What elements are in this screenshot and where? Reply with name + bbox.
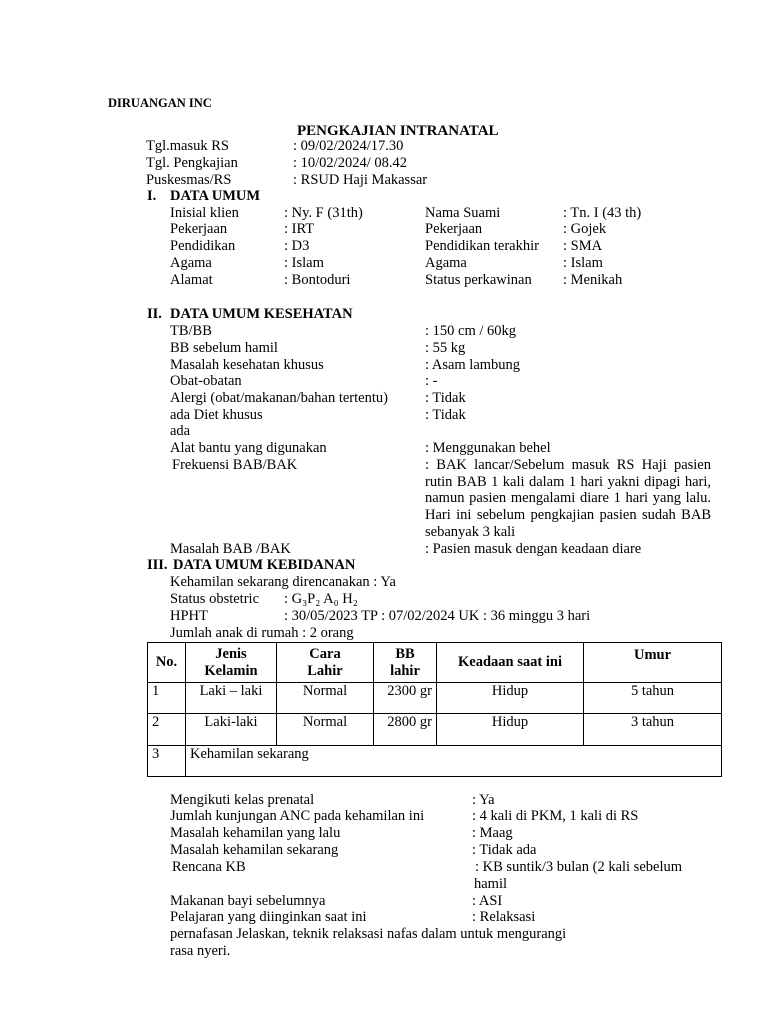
field-value-cont: pernafasan Jelaskan, teknik relaksasi nafas dalam untuk mengurangi xyxy=(170,926,567,942)
field-label: Inisial klien xyxy=(170,205,239,221)
header-text: Kelamin xyxy=(204,662,258,679)
field-value: : Menggunakan behel xyxy=(425,440,551,456)
header-value: : 09/02/2024/17.30 xyxy=(293,138,404,154)
field-label: Pekerjaan xyxy=(425,221,483,237)
header-value: : RSUD Haji Makassar xyxy=(293,172,428,188)
field-line: Kehamilan sekarang direncanakan : Ya xyxy=(170,574,396,590)
field-value: : Relaksasi xyxy=(472,909,536,925)
cell-jenis: Laki – laki xyxy=(186,683,277,714)
field-label: BB sebelum hamil xyxy=(170,340,278,356)
field-label: Rencana KB xyxy=(172,859,246,875)
section-number: III. xyxy=(147,557,168,573)
table-row xyxy=(148,746,722,777)
field-value: : Islam xyxy=(284,255,324,271)
field-label: Masalah BAB /BAK xyxy=(170,541,291,557)
cell-no: 2 xyxy=(148,714,186,746)
field-value: : Tidak xyxy=(425,390,466,406)
cell-jenis: Laki-laki xyxy=(186,714,277,746)
header-bb-lahir xyxy=(374,643,437,683)
field-value: : ASI xyxy=(472,893,503,909)
cell-cara: Normal xyxy=(277,683,374,714)
document-title: PENGKAJIAN INTRANATAL xyxy=(297,123,499,139)
cell-umur: 5 tahun xyxy=(584,683,722,714)
header-keadaan: Keadaan saat ini xyxy=(437,643,584,683)
field-value: : 4 kali di PKM, 1 kali di RS xyxy=(472,808,639,824)
field-label: Agama xyxy=(425,255,467,271)
field-value: : Maag xyxy=(472,825,513,841)
field-line: Jumlah anak di rumah : 2 orang xyxy=(170,625,354,641)
field-value: : Bontoduri xyxy=(284,272,351,288)
field-value: : D3 xyxy=(284,238,310,254)
header-label: Puskesmas/RS xyxy=(146,172,232,188)
field-label: Mengikuti kelas prenatal xyxy=(170,792,315,808)
section-title: DATA UMUM KEBIDANAN xyxy=(173,557,356,573)
header-text: lahir xyxy=(390,662,420,679)
field-label: Alamat xyxy=(170,272,213,288)
field-value: : Asam lambung xyxy=(425,357,521,373)
header-text: BB xyxy=(395,645,415,662)
field-label: Status perkawinan xyxy=(425,272,532,288)
location-label: DIRUANGAN INC xyxy=(108,96,212,110)
cell-kehamilan-sekarang: Kehamilan sekarang xyxy=(186,746,722,777)
field-label: TB/BB xyxy=(170,323,212,339)
cell-no: 3 xyxy=(148,746,186,777)
header-jenis-kelamin xyxy=(186,643,277,683)
header-text: Jenis xyxy=(215,645,247,662)
field-label: Alat bantu yang digunakan xyxy=(170,440,327,456)
cell-no: 1 xyxy=(148,683,186,714)
header-umur: Umur xyxy=(584,643,722,683)
field-value: : Tn. I (43 th) xyxy=(563,205,642,221)
field-label: Alergi (obat/makanan/bahan tertentu) xyxy=(170,390,388,406)
section-title: DATA UMUM KESEHATAN xyxy=(170,306,353,322)
table-row xyxy=(148,683,722,714)
header-no: No. xyxy=(148,643,186,683)
field-value: : Menikah xyxy=(563,272,623,288)
field-label: Obat-obatan xyxy=(170,373,242,389)
section-title: DATA UMUM xyxy=(170,188,261,204)
cell-bb: 2300 gr xyxy=(374,683,437,714)
field-value: : IRT xyxy=(284,221,315,237)
field-label: Agama xyxy=(170,255,212,271)
cell-keadaan: Hidup xyxy=(437,683,584,714)
field-label: Pelajaran yang diinginkan saat ini xyxy=(170,909,367,925)
field-value: : Pasien masuk dengan keadaan diare xyxy=(425,541,642,557)
field-label: Status obstetric xyxy=(170,591,260,607)
field-value: : Gojek xyxy=(563,221,607,237)
field-label: Pendidikan terakhir xyxy=(425,238,539,254)
field-label: Pendidikan xyxy=(170,238,236,254)
field-value: : Ya xyxy=(472,792,495,808)
field-value: : G₃P₂ A₀ H₂ xyxy=(284,591,358,607)
header-label: Tgl.masuk RS xyxy=(146,138,229,154)
field-label: Nama Suami xyxy=(425,205,501,221)
cell-bb: 2800 gr xyxy=(374,714,437,746)
table-row xyxy=(148,714,722,746)
header-value: : 10/02/2024/ 08.42 xyxy=(293,155,407,171)
field-value: : Tidak ada xyxy=(472,842,537,858)
field-value: : Tidak xyxy=(425,407,466,423)
field-label: Masalah kesehatan khusus xyxy=(170,357,324,373)
field-value: : 150 cm / 60kg xyxy=(425,323,517,339)
field-value-cont: rasa nyeri. xyxy=(170,943,231,959)
field-value: : Islam xyxy=(563,255,603,271)
header-label: Tgl. Pengkajian xyxy=(146,155,238,171)
field-value-cont: hamil xyxy=(474,876,508,892)
cell-umur: 3 tahun xyxy=(584,714,722,746)
section-number: II. xyxy=(147,306,162,322)
field-label: Masalah kehamilan yang lalu xyxy=(170,825,341,841)
header-text: Cara xyxy=(309,645,341,662)
field-label: Masalah kehamilan sekarang xyxy=(170,842,339,858)
children-table xyxy=(147,642,722,777)
field-label: Pekerjaan xyxy=(170,221,228,237)
field-value: : 55 kg xyxy=(425,340,466,356)
header-text: Lahir xyxy=(307,662,343,679)
field-label: Jumlah kunjungan ANC pada kehamilan ini xyxy=(170,808,425,824)
cell-cara: Normal xyxy=(277,714,374,746)
field-label: Frekuensi BAB/BAK xyxy=(172,457,298,473)
cell-keadaan: Hidup xyxy=(437,714,584,746)
field-label: ada xyxy=(170,423,191,439)
field-value: : 30/05/2023 TP : 07/02/2024 UK : 36 minggu 3 hari xyxy=(284,608,591,624)
section-number: I. xyxy=(147,188,157,204)
field-value: : Ny. F (31th) xyxy=(284,205,363,221)
header-cara-lahir xyxy=(277,643,374,683)
field-value: : SMA xyxy=(563,238,603,254)
frekuensi-value: : BAK lancar/Sebelum masuk RS Haji pasien rutin BAB 1 kali dalam 1 hari yakni dipagi hari, namun pasien mengalami diare 1 hari yang lalu. Hari ini sebelum pengkajian pasien sudah BAB sebanyak 3 kali xyxy=(425,457,711,540)
field-label: ada Diet khusus xyxy=(170,407,263,423)
field-label: HPHT xyxy=(170,608,208,624)
field-label: Makanan bayi sebelumnya xyxy=(170,893,326,909)
field-value: : KB suntik/3 bulan (2 kali sebelum xyxy=(475,859,683,875)
table-header-row xyxy=(148,643,722,683)
field-value: : - xyxy=(425,373,438,389)
